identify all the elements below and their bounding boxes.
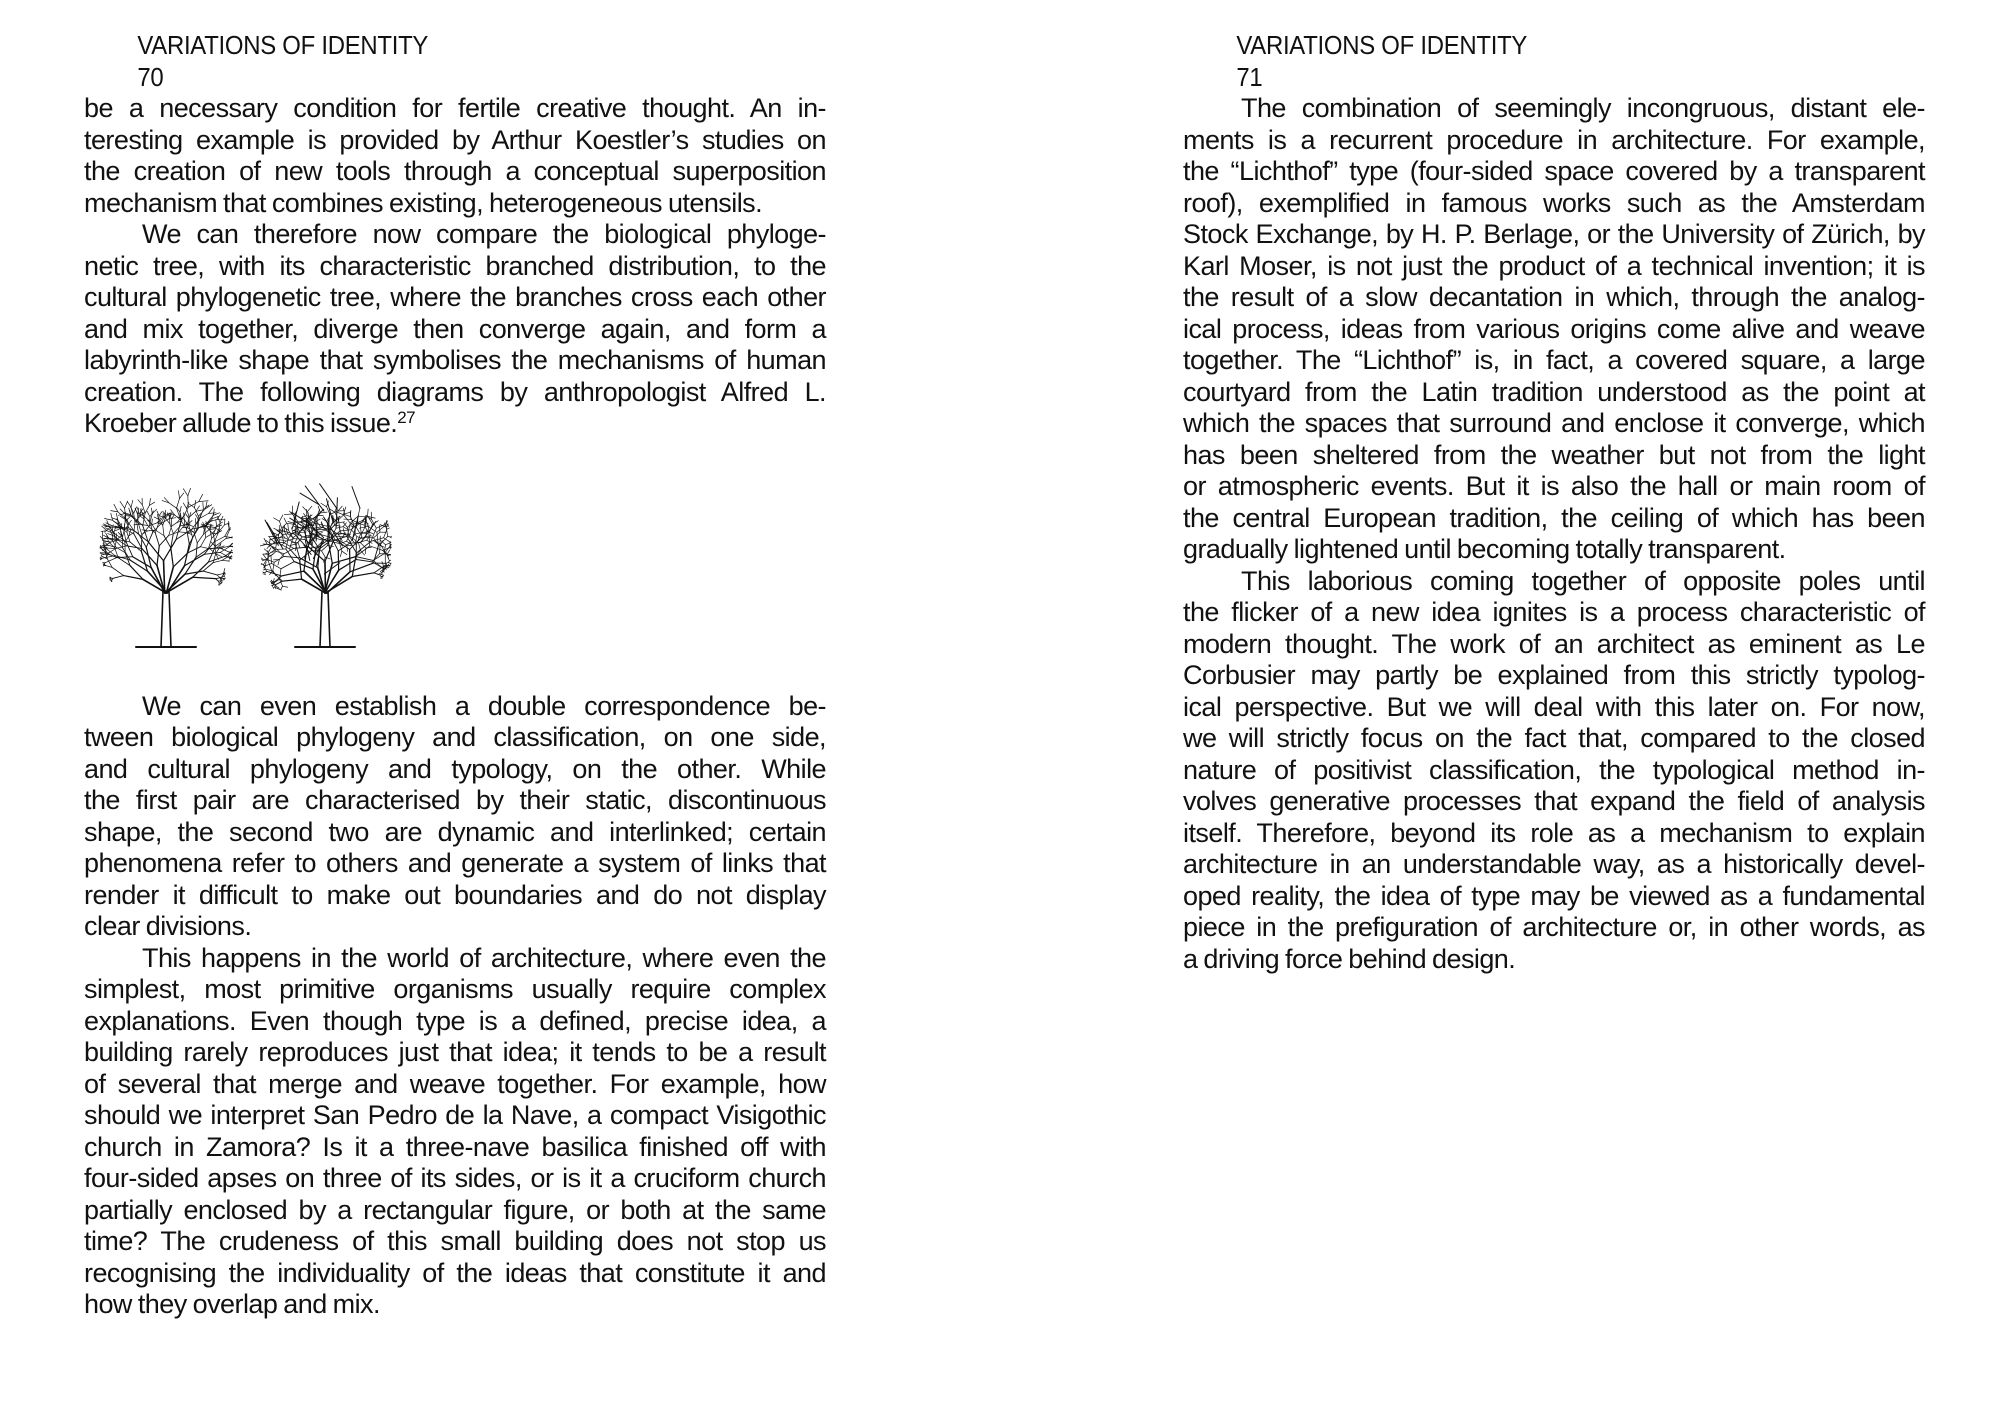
- text-line: courtyard from the Latin tradition understood as the point at: [1183, 376, 1925, 407]
- text-line: oped reality, the idea of type may be viewed as a fundamental: [1183, 880, 1925, 911]
- tree-diagrams-figure: [84, 440, 826, 691]
- text-line: gradually lightened until becoming totally transparent.: [1183, 534, 1786, 564]
- text-line: phenomena refer to others and generate a system of links that: [84, 848, 826, 878]
- text-line: architecture in an understandable way, as a historically devel-: [1183, 849, 1925, 879]
- text-line: together. The “Lichthof” is, in fact, a covered square, a large: [1183, 345, 1925, 375]
- text-line: creation. The following diagrams by anthropologist Alfred L.: [84, 376, 826, 407]
- text-line: ical perspective. But we will deal with this later on. For now,: [1183, 691, 1925, 722]
- page-number: 71: [1236, 61, 1263, 92]
- text-line: teresting example is provided by Arthur Koestler’s studies on: [84, 124, 826, 155]
- paragraphs-before-figure: [84, 93, 826, 440]
- text-line: explanations. Even though type is a defined, precise idea, a: [84, 1005, 826, 1036]
- text-line: mechanism that combines existing, heterogeneous utensils.: [84, 187, 763, 218]
- running-title: VARIATIONS OF IDENTITY: [1236, 30, 1528, 60]
- text-line: labyrinth-like shape that symbolises the mechanisms of human: [84, 345, 826, 375]
- text-line: the first pair are characterised by their static, discontinuous: [84, 785, 826, 815]
- left-page: [84, 0, 826, 1321]
- text-line: the “Lichthof” type (four-sided space covered by a transparent: [1183, 156, 1925, 186]
- text-line: ical process, ideas from various origins come alive and weave: [1183, 313, 1925, 344]
- text-line: or atmospheric events. But it is also the hall or main room of: [1183, 471, 1925, 501]
- text-line: tween biological phylogeny and classification, on one side,: [84, 722, 826, 752]
- paragraph: [84, 943, 826, 1321]
- paragraph: [1183, 566, 1925, 976]
- text-line: should we interpret San Pedro de la Nave, a compact Visigothic: [84, 1100, 826, 1130]
- text-line: and mix together, diverge then converge again, and form a: [84, 313, 826, 344]
- text-line: volves generative processes that expand the field of analysis: [1183, 786, 1925, 816]
- text-line: a driving force behind design.: [1183, 943, 1516, 974]
- text-line: This laborious coming together of opposite poles until: [1241, 565, 1925, 596]
- text-line: has been sheltered from the weather but not from the light: [1183, 439, 1925, 470]
- text-line: building rarely reproduces just that idea; it tends to be a result: [84, 1037, 826, 1067]
- text-line: Corbusier may partly be explained from this strictly typolog-: [1183, 660, 1925, 690]
- text-line: modern thought. The work of an architect as eminent as Le: [1183, 628, 1925, 659]
- text-line: partially enclosed by a rectangular figure, or both at the same: [84, 1194, 826, 1225]
- text-line: netic tree, with its characteristic branched distribution, to the: [84, 250, 826, 281]
- text-line: Kroeber allude to this issue.$^{27}$: [84, 408, 416, 438]
- text-line: We can therefore now compare the biological phyloge-: [142, 219, 826, 249]
- text-line: Karl Moser, is not just the product of a technical invention; it is: [1183, 250, 1925, 281]
- paragraphs-after-figure: [84, 691, 826, 1321]
- text-line: render it difficult to make out boundaries and do not display: [84, 879, 826, 910]
- text-line: time? The crudeness of this small building does not stop us: [84, 1226, 826, 1256]
- text-line: recognising the individuality of the ideas that constitute it and: [84, 1257, 826, 1288]
- paragraph: [84, 219, 826, 440]
- page-number: 70: [137, 61, 164, 92]
- text-line: simplest, most primitive organisms usually require complex: [84, 974, 826, 1004]
- text-line: we will strictly focus on the fact that, compared to the closed: [1183, 723, 1925, 753]
- text-line: the central European tradition, the ceiling of which has been: [1183, 502, 1925, 533]
- paragraph: [84, 691, 826, 943]
- footnote-reference[interactable]: 27: [397, 408, 416, 427]
- text-line: shape, the second two are dynamic and interlinked; certain: [84, 816, 826, 847]
- text-line: We can even establish a double correspondence be-: [142, 690, 826, 721]
- text-line: church in Zamora? Is it a three-nave basilica finished off with: [84, 1131, 826, 1162]
- paragraph: [1183, 93, 1925, 566]
- text-line: cultural phylogenetic tree, where the branches cross each other: [84, 282, 826, 312]
- text-line: the flicker of a new idea ignites is a process characteristic of: [1183, 597, 1925, 627]
- text-line: four-sided apses on three of its sides, or is it a cruciform church: [84, 1163, 826, 1193]
- text-line: which the spaces that surround and enclose it converge, which: [1183, 408, 1925, 438]
- biological-tree-illustration: [93, 473, 239, 649]
- text-line: itself. Therefore, beyond its role as a mechanism to explain: [1183, 817, 1925, 848]
- text-line: of several that merge and weave together. For example, how: [84, 1068, 826, 1099]
- paragraph: [84, 93, 826, 219]
- text-line: how they overlap and mix.: [84, 1289, 380, 1319]
- running-title: VARIATIONS OF IDENTITY: [137, 30, 429, 60]
- text-line: The combination of seemingly incongruous, distant ele-: [1241, 93, 1925, 123]
- tree-interlaced-icon: [252, 473, 398, 649]
- text-line: Stock Exchange, by H. P. Berlage, or the University of Zürich, by: [1183, 219, 1925, 249]
- text-line: be a necessary condition for fertile creative thought. An in-: [84, 93, 826, 123]
- text-line: piece in the prefiguration of architecture or, in other words, as: [1183, 912, 1925, 942]
- right-page: [1183, 0, 1925, 975]
- text-line: roof), exemplified in famous works such as the Amsterdam: [1183, 187, 1925, 218]
- text-line: clear divisions.: [84, 911, 252, 941]
- text-line: the creation of new tools through a conceptual superposition: [84, 156, 826, 186]
- text-line: the result of a slow decantation in which, through the analog-: [1183, 282, 1925, 312]
- text-line: and cultural phylogeny and typology, on the other. While: [84, 753, 826, 784]
- right-page-paragraphs: [1183, 93, 1925, 975]
- tree-branching-icon: [93, 473, 239, 649]
- text-line: This happens in the world of architecture, where even the: [142, 942, 826, 973]
- cultural-tree-illustration: [252, 473, 398, 649]
- text-line: nature of positivist classification, the typological method in-: [1183, 754, 1925, 785]
- text-line: ments is a recurrent procedure in architecture. For example,: [1183, 124, 1925, 155]
